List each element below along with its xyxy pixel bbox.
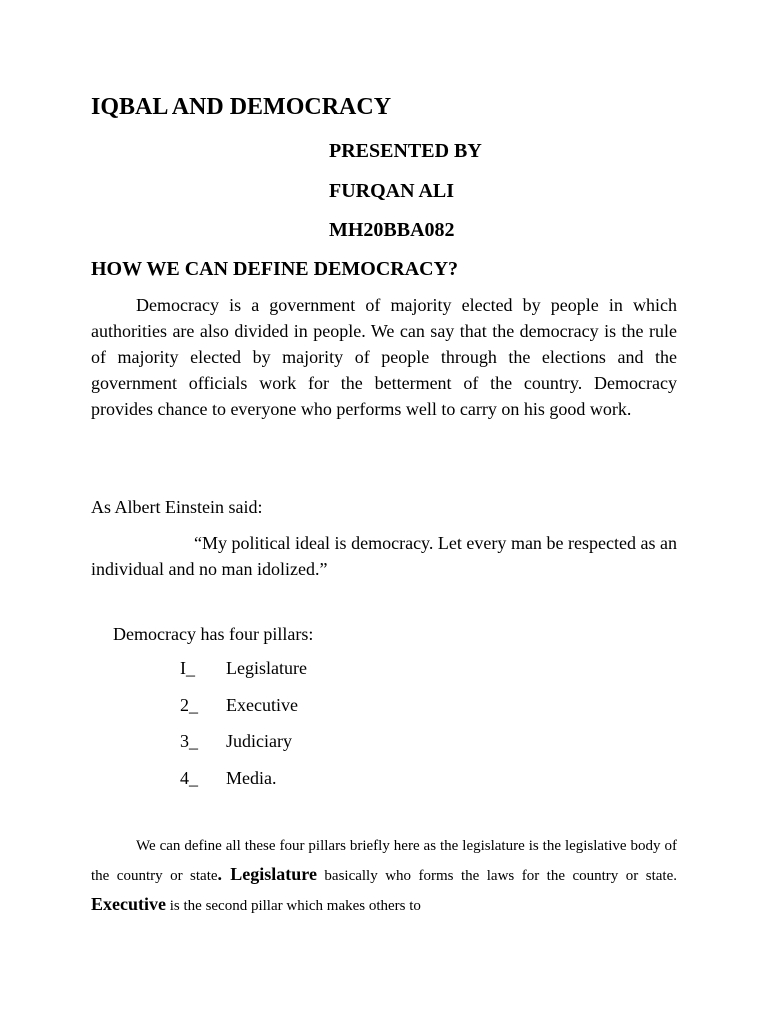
presented-by-label: PRESENTED BY [329, 140, 482, 162]
author-name: FURQAN ALI [329, 180, 455, 202]
document-title: IQBAL AND DEMOCRACY [91, 94, 392, 120]
pillar-item [180, 693, 307, 730]
pillars-paragraph-text: basically who forms the laws for the country or state. [316, 868, 677, 884]
pillars-paragraph [91, 832, 677, 920]
pillar-item [180, 656, 307, 693]
pillar-number: 2_ [180, 694, 198, 715]
pillars-intro: Democracy has four pillars: [113, 624, 314, 644]
pillar-number: 4_ [180, 767, 198, 788]
pillar-item [180, 766, 307, 803]
pillar-number: 3_ [180, 731, 198, 751]
pillar-label: Judiciary [226, 731, 292, 751]
pillar-label: Executive [226, 694, 298, 715]
executive-term: Executive [91, 894, 166, 914]
einstein-quote: “My political ideal is democracy. Let every man be respected as an individual and no man idolized.” [91, 533, 677, 579]
pillar-label: Legislature [226, 658, 307, 678]
pillars-list [180, 656, 307, 802]
legislature-term: . Legislature [217, 864, 317, 884]
einstein-intro: As Albert Einstein said: [91, 497, 263, 517]
pillar-item [180, 729, 307, 766]
definition-paragraph: Democracy is a government of majority elected by people in which authorities are also divided in people. We can say that the democracy is the rule of majority elected by majority of people through the elections and the government officials work for the betterment of the country. Democracy provides chance to everyone who performs well to carry on his good work. [91, 295, 677, 419]
pillar-label: Media. [226, 767, 277, 788]
pillars-paragraph-text: We can define all these four pillars briefly here as the legislature is the legislative body of the country or state [91, 838, 677, 884]
section-heading: HOW WE CAN DEFINE DEMOCRACY? [91, 258, 459, 280]
pillar-number: I_ [180, 658, 195, 678]
pillars-paragraph-text: is the second pillar which makes others to [165, 898, 421, 914]
roll-number: MH20BBA082 [329, 219, 455, 241]
